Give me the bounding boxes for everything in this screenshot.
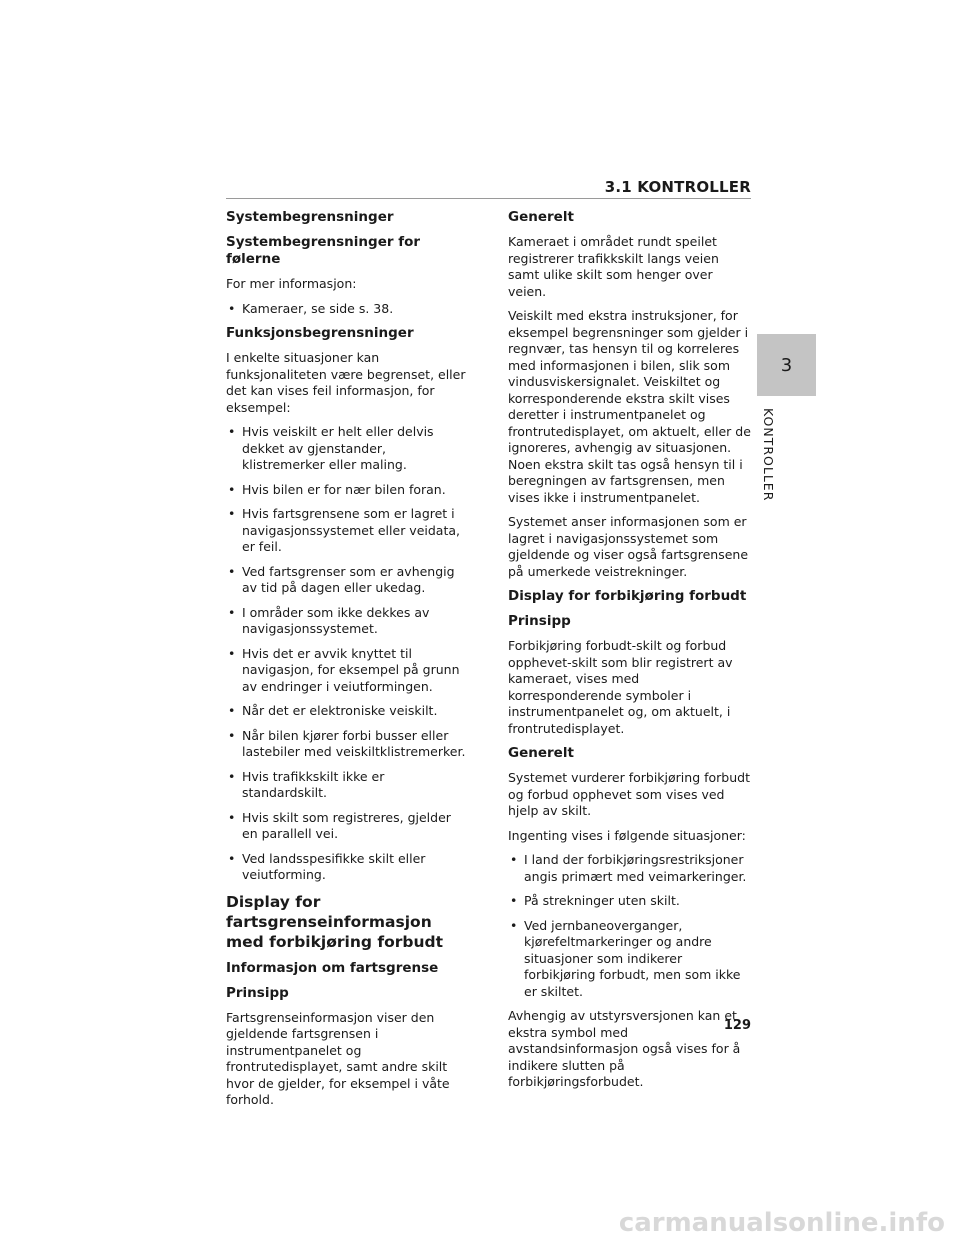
list-item: • I områder som ikke dekkes av navigasjonssystemet. [226, 605, 470, 638]
list-more-info [226, 301, 470, 318]
chapter-tab [757, 334, 816, 396]
list-item: • Ved jernbaneoverganger, kjørefeltmarkeringer og andre situasjoner som indikerer forbikjøring forbudt, men som ikke er skiltet. [508, 918, 752, 1001]
list-item: • Når bilen kjører forbi busser eller lastebiler med veiskiltklistremerker. [226, 728, 470, 761]
list-item: • Hvis trafikkskilt ikke er standardskilt. [226, 769, 470, 802]
list-function-limitations [226, 424, 470, 884]
list-item: • Hvis fartsgrensene som er lagret i navigasjonssystemet eller veidata, er feil. [226, 506, 470, 556]
left-column [226, 209, 470, 1117]
paragraph-general-navigation: Systemet anser informasjonen som er lagret i navigasjonssystemet som gjeldende og viser også fartsgrensene på umerkede veistrekninger. [508, 514, 749, 579]
list-item: • Kameraer, se side s. 38. [226, 301, 470, 318]
paragraph-general-signs: Veiskilt med ekstra instruksjoner, for eksempel begrensninger som gjelder i regnvær, tas hensyn til og korreleres med informasjonen i bilen, slik som vindusviskersignalet. Veiskiltet og korresponderende ekstra skilt vises deretter i instrumentpanelet og frontrutedisplayet, om aktuelt, eller de ignoreres, avhengig av situasjonen. Noen ekstra skilt tas også hensyn til i beregningen av fartsgrensen, men vises ikke i instrumentpanelet. [508, 308, 751, 505]
chapter-label: KONTROLLER [761, 408, 776, 502]
list-item: • Hvis veiskilt er helt eller delvis dekket av gjenstander, klistremerker eller maling. [226, 424, 470, 474]
paragraph-general-camera: Kameraet i området rundt speilet registrerer trafikkskilt langs veien samt ulike skilt som henger over veien. [508, 234, 719, 299]
heading-general: Generelt [508, 209, 574, 225]
heading-speed-limit-display: Display for fartsgrenseinformasjon med forbikjøring forbudt [226, 892, 444, 951]
paragraph-principle-overtaking: Forbikjøring forbudt-skilt og forbud opphevet-skilt som blir registrert av kameraet, vises med korresponderende symboler i instrumentpanelet og, om aktuelt, i frontrutedisplayet. [508, 638, 733, 736]
watermark: carmanualsonline.info [618, 1208, 945, 1238]
heading-general: Generelt [508, 745, 574, 761]
list-item: • Ved landsspesifikke skilt eller veiutforming. [226, 851, 470, 884]
list-item: • I land der forbikjøringsrestriksjoner angis primært med veimarkeringer. [508, 852, 752, 885]
heading-principle: Prinsipp [508, 613, 571, 629]
list-item: • Hvis skilt som registreres, gjelder en parallell vei. [226, 810, 470, 843]
paragraph-general-overtaking: Systemet vurderer forbikjøring forbudt og forbud opphevet som vises ved hjelp av skilt. [508, 770, 750, 818]
paragraph-nothing-shown: Ingenting vises i følgende situasjoner: [508, 827, 746, 843]
paragraph-more-info: For mer informasjon: [226, 276, 357, 291]
paragraph-equipment-version: Avhengig av utstyrsversjonen kan et ekstra symbol med avstandsinformasjon også vises for å indikere slutten på forbikjøringsforbudet. [508, 1008, 741, 1089]
list-item: • Hvis bilen er for nær bilen foran. [226, 482, 470, 499]
list-item: • På strekninger uten skilt. [508, 893, 752, 910]
heading-no-overtaking-display: Display for forbikjøring forbudt [508, 588, 747, 604]
heading-speed-limit-info: Informasjon om fartsgrense [226, 959, 439, 976]
heading-system-limitations: Systembegrensninger [226, 209, 394, 225]
section-header: 3.1 KONTROLLER [604, 178, 751, 196]
paragraph-principle: Fartsgrenseinformasjon viser den gjeldende fartsgrensen i instrumentpanelet og frontrutedisplayet, samt andre skilt hvor de gjelder, for eksempel i våte forhold. [226, 1009, 450, 1107]
header-divider [226, 198, 751, 199]
heading-sensor-limitations: Systembegrensninger for følerne [226, 234, 421, 267]
paragraph-function-limitations: I enkelte situasjoner kan funksjonaliteten være begrenset, eller det kan vises feil informasjon, for eksempel: [226, 350, 466, 415]
list-item: • Ved fartsgrenser som er avhengig av tid på dagen eller ukedag. [226, 564, 470, 597]
page-number: 129 [723, 1018, 751, 1033]
list-nothing-shown [508, 852, 752, 1000]
heading-principle: Prinsipp [226, 984, 289, 1001]
heading-function-limitations: Funksjonsbegrensninger [226, 325, 414, 341]
right-column [508, 209, 752, 1099]
chapter-number: 3 [780, 354, 793, 376]
list-item: • Hvis det er avvik knyttet til navigasjon, for eksempel på grunn av endringer i veiutformingen. [226, 646, 470, 696]
list-item: • Når det er elektroniske veiskilt. [226, 703, 470, 720]
